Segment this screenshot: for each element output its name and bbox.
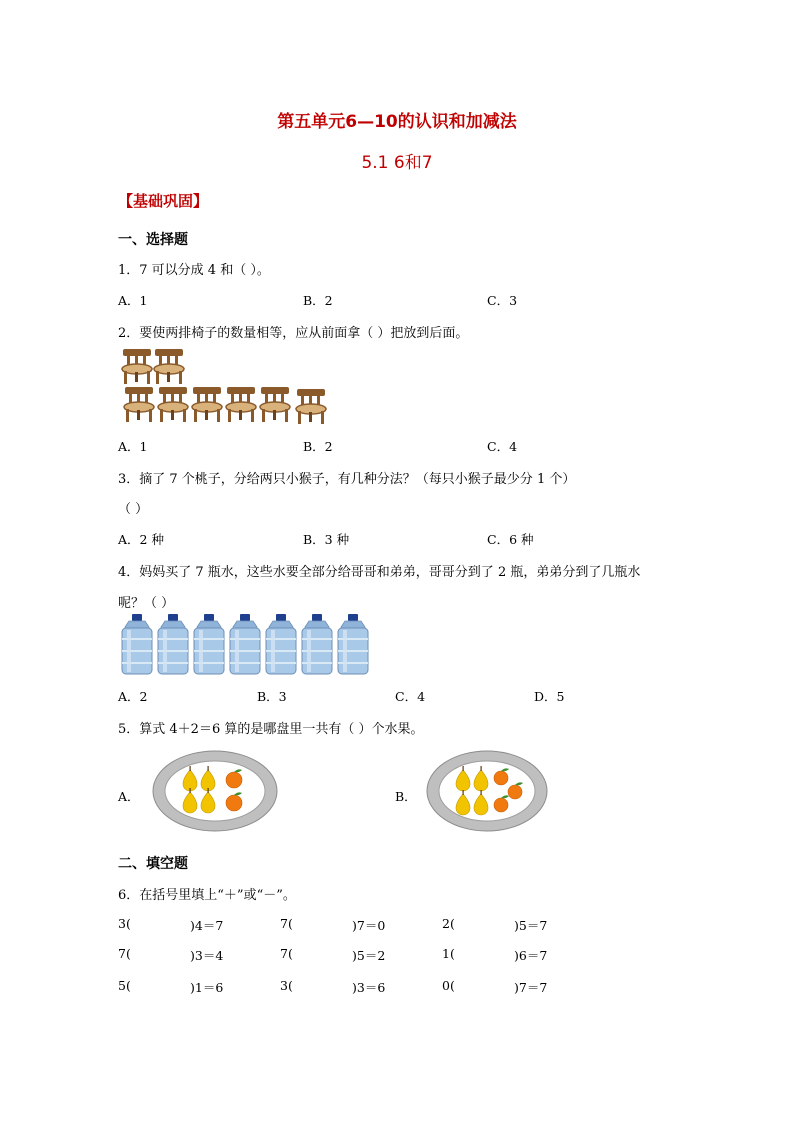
- question-3: 3．摘了 7 个桃子，分给两只小猴子，有几种分法？（每只小猴子最少分 1 个）: [118, 472, 576, 487]
- q6-r2-c3-right: )6＝7: [514, 948, 548, 963]
- question-1: 1．7 可以分成 4 和（ ）。: [118, 263, 270, 278]
- q3-option-c[interactable]: C．6 种: [487, 532, 534, 547]
- chair-icon: [226, 387, 256, 422]
- bottle-icon: [302, 614, 332, 674]
- question-4-line2: 呢？（ ）: [118, 596, 175, 611]
- page-title: 第五单元6—10的认识和加减法: [277, 112, 517, 132]
- section-choice: 一、选择题: [118, 232, 188, 248]
- q4-option-c[interactable]: C．4: [395, 689, 426, 704]
- page-subtitle: 5.1 6和7: [361, 153, 433, 173]
- q6-r1-c3-left: 2(: [442, 916, 455, 931]
- q6-r1-c1-left: 3(: [118, 916, 131, 931]
- chair-icon: [122, 349, 152, 384]
- q6-r2-c2-left: 7(: [280, 946, 293, 961]
- question-6: 6．在括号里填上“＋”或“－”。: [118, 888, 296, 903]
- q3-option-b[interactable]: B．3 种: [303, 532, 350, 547]
- bottle-icon: [230, 614, 260, 674]
- q2-option-b[interactable]: B．2: [303, 439, 333, 454]
- q4-option-a[interactable]: A．2: [118, 689, 148, 704]
- q6-r2-c2-right: )5＝2: [352, 948, 386, 963]
- section-basic: 【基础巩固】: [118, 192, 209, 210]
- bottle-icon: [122, 614, 152, 674]
- q6-r3-c2-left: 3(: [280, 978, 293, 993]
- plate-a-illustration[interactable]: [150, 748, 280, 834]
- question-4-line1: 4．妈妈买了 7 瓶水，这些水要全部分给哥哥和弟弟，哥哥分到了 2 瓶，弟弟分到了几瓶水: [118, 565, 641, 580]
- q1-option-c[interactable]: C．3: [487, 293, 518, 308]
- q6-r3-c3-left: 0(: [442, 978, 455, 993]
- bottle-icon: [266, 614, 296, 674]
- q2-option-c[interactable]: C．4: [487, 439, 518, 454]
- chair-icon: [260, 387, 290, 422]
- q6-r3-c3-right: )7＝7: [514, 980, 548, 995]
- q6-r2-c1-left: 7(: [118, 946, 131, 961]
- q5-option-a[interactable]: A．: [118, 789, 140, 804]
- q6-r1-c2-left: 7(: [280, 916, 293, 931]
- q4-option-b[interactable]: B．3: [257, 689, 287, 704]
- chair-icon: [296, 389, 326, 424]
- chair-icon: [154, 349, 184, 384]
- q6-r3-c1-right: )1＝6: [190, 980, 224, 995]
- chair-icon: [192, 387, 222, 422]
- section-fill: 二、填空题: [118, 856, 188, 872]
- q6-r2-c3-left: 1(: [442, 946, 455, 961]
- question-3-blank[interactable]: （ ）: [118, 502, 149, 517]
- bottle-icon: [194, 614, 224, 674]
- question-5: 5．算式 4＋2＝6 算的是哪盘里一共有（ ）个水果。: [118, 722, 424, 737]
- q6-r2-c1-right: )3＝4: [190, 948, 224, 963]
- q1-option-a[interactable]: A．1: [118, 293, 148, 308]
- q6-r1-c3-right: )5＝7: [514, 918, 548, 933]
- q3-option-a[interactable]: A．2 种: [118, 532, 164, 547]
- chair-icon: [124, 387, 154, 422]
- plate-b-illustration[interactable]: [425, 748, 550, 834]
- q2-option-a[interactable]: A．1: [118, 439, 148, 454]
- q6-r1-c2-right: )7＝0: [352, 918, 386, 933]
- chair-icon: [158, 387, 188, 422]
- q6-r3-c2-right: )3＝6: [352, 980, 386, 995]
- q6-r3-c1-left: 5(: [118, 978, 131, 993]
- q4-option-d[interactable]: D．5: [534, 689, 565, 704]
- bottle-icon: [338, 614, 368, 674]
- q1-option-b[interactable]: B．2: [303, 293, 333, 308]
- bottle-icon: [158, 614, 188, 674]
- question-2: 2．要使两排椅子的数量相等，应从前面拿（ ）把放到后面。: [118, 326, 469, 341]
- q5-option-b[interactable]: B．: [395, 789, 417, 804]
- water-bottles-illustration: [120, 612, 380, 676]
- q6-r1-c1-right: )4＝7: [190, 918, 224, 933]
- chairs-illustration: [118, 345, 338, 425]
